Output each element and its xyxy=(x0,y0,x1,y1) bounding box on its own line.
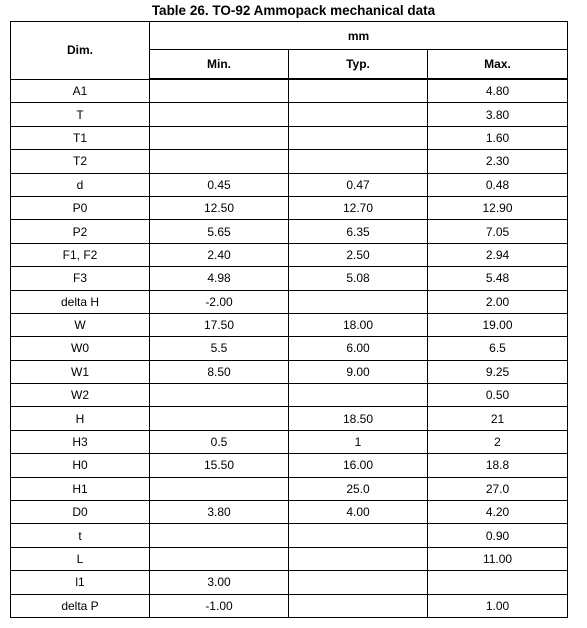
unit-header: mm xyxy=(150,22,568,50)
max-cell xyxy=(428,571,568,594)
min-cell xyxy=(150,477,289,500)
dim-cell: D0 xyxy=(11,501,150,524)
dim-cell: W0 xyxy=(11,337,150,360)
max-cell: 18.8 xyxy=(428,454,568,477)
table-caption: Table 26. TO-92 Ammopack mechanical data xyxy=(151,3,436,18)
typ-cell: 25.0 xyxy=(289,477,428,500)
table-row xyxy=(11,430,568,453)
min-cell xyxy=(150,547,289,570)
dim-cell: d xyxy=(11,173,150,196)
dim-cell: H3 xyxy=(11,430,150,453)
table-row xyxy=(11,220,568,243)
typ-cell: 18.50 xyxy=(289,407,428,430)
table-row xyxy=(11,571,568,594)
max-cell: 21 xyxy=(428,407,568,430)
min-cell: 3.80 xyxy=(150,501,289,524)
typ-cell xyxy=(289,126,428,149)
min-cell xyxy=(150,126,289,149)
max-cell: 12.90 xyxy=(428,196,568,219)
max-cell: 19.00 xyxy=(428,313,568,336)
min-cell xyxy=(150,524,289,547)
max-cell: 1.00 xyxy=(428,594,568,617)
dim-cell: W xyxy=(11,313,150,336)
max-cell: 0.48 xyxy=(428,173,568,196)
max-cell: 7.05 xyxy=(428,220,568,243)
table-row xyxy=(11,243,568,266)
dim-cell: F3 xyxy=(11,267,150,290)
table-row xyxy=(11,150,568,173)
min-cell: 8.50 xyxy=(150,360,289,383)
max-cell: 0.50 xyxy=(428,384,568,407)
max-cell: 2.00 xyxy=(428,290,568,313)
min-cell: 3.00 xyxy=(150,571,289,594)
table-row xyxy=(11,103,568,126)
typ-cell: 18.00 xyxy=(289,313,428,336)
typ-cell xyxy=(289,571,428,594)
min-cell: 12.50 xyxy=(150,196,289,219)
table-body xyxy=(11,79,568,617)
typ-cell xyxy=(289,103,428,126)
table-row xyxy=(11,524,568,547)
typ-cell: 12.70 xyxy=(289,196,428,219)
dim-cell: delta H xyxy=(11,290,150,313)
dim-cell: T1 xyxy=(11,126,150,149)
typ-cell xyxy=(289,524,428,547)
table-row xyxy=(11,594,568,617)
table-row xyxy=(11,501,568,524)
dim-cell: t xyxy=(11,524,150,547)
min-cell xyxy=(150,407,289,430)
dim-cell: H xyxy=(11,407,150,430)
min-cell xyxy=(150,103,289,126)
typ-cell: 6.00 xyxy=(289,337,428,360)
typ-cell xyxy=(289,594,428,617)
dim-cell: P0 xyxy=(11,196,150,219)
max-column-header: Max. xyxy=(428,50,568,80)
typ-cell: 0.47 xyxy=(289,173,428,196)
typ-cell xyxy=(289,79,428,103)
typ-cell xyxy=(289,290,428,313)
mechanical-data-table xyxy=(10,21,568,618)
max-cell: 5.48 xyxy=(428,267,568,290)
typ-cell xyxy=(289,547,428,570)
min-cell: 17.50 xyxy=(150,313,289,336)
dim-cell: W1 xyxy=(11,360,150,383)
max-cell: 4.80 xyxy=(428,79,568,103)
max-cell: 0.90 xyxy=(428,524,568,547)
typ-column-header: Typ. xyxy=(289,50,428,80)
table-row xyxy=(11,267,568,290)
max-cell: 4.20 xyxy=(428,501,568,524)
dim-cell: H1 xyxy=(11,477,150,500)
min-column-header: Min. xyxy=(150,50,289,80)
min-cell: 0.45 xyxy=(150,173,289,196)
min-cell: -2.00 xyxy=(150,290,289,313)
max-cell: 6.5 xyxy=(428,337,568,360)
min-cell: 15.50 xyxy=(150,454,289,477)
table-row xyxy=(11,477,568,500)
table-row xyxy=(11,79,568,103)
min-cell xyxy=(150,150,289,173)
typ-cell: 9.00 xyxy=(289,360,428,383)
min-cell: 0.5 xyxy=(150,430,289,453)
dim-cell: T2 xyxy=(11,150,150,173)
max-cell: 3.80 xyxy=(428,103,568,126)
dim-cell: F1, F2 xyxy=(11,243,150,266)
dim-cell: H0 xyxy=(11,454,150,477)
dim-cell: A1 xyxy=(11,79,150,103)
min-cell: 4.98 xyxy=(150,267,289,290)
dim-cell: delta P xyxy=(11,594,150,617)
min-cell xyxy=(150,79,289,103)
table-header xyxy=(11,22,568,80)
typ-cell: 4.00 xyxy=(289,501,428,524)
dim-column-header: Dim. xyxy=(11,22,150,80)
min-cell: 2.40 xyxy=(150,243,289,266)
max-cell: 27.0 xyxy=(428,477,568,500)
typ-cell xyxy=(289,150,428,173)
dim-cell: P2 xyxy=(11,220,150,243)
min-cell: 5.65 xyxy=(150,220,289,243)
typ-cell: 16.00 xyxy=(289,454,428,477)
max-cell: 1.60 xyxy=(428,126,568,149)
typ-cell xyxy=(289,384,428,407)
max-cell: 2.94 xyxy=(428,243,568,266)
table-row xyxy=(11,126,568,149)
table-row xyxy=(11,173,568,196)
table-row xyxy=(11,407,568,430)
table-row xyxy=(11,547,568,570)
table-row xyxy=(11,454,568,477)
max-cell: 2.30 xyxy=(428,150,568,173)
table-row xyxy=(11,360,568,383)
typ-cell: 2.50 xyxy=(289,243,428,266)
typ-cell: 5.08 xyxy=(289,267,428,290)
min-cell: -1.00 xyxy=(150,594,289,617)
max-cell: 9.25 xyxy=(428,360,568,383)
table-row xyxy=(11,384,568,407)
table-row xyxy=(11,196,568,219)
header-row-unit xyxy=(11,22,568,50)
dim-cell: W2 xyxy=(11,384,150,407)
min-cell: 5.5 xyxy=(150,337,289,360)
min-cell xyxy=(150,384,289,407)
max-cell: 2 xyxy=(428,430,568,453)
table-row xyxy=(11,313,568,336)
typ-cell: 6.35 xyxy=(289,220,428,243)
table-row xyxy=(11,337,568,360)
dim-cell: T xyxy=(11,103,150,126)
table-row xyxy=(11,290,568,313)
max-cell: 11.00 xyxy=(428,547,568,570)
dim-cell: l1 xyxy=(11,571,150,594)
typ-cell: 1 xyxy=(289,430,428,453)
dim-cell: L xyxy=(11,547,150,570)
